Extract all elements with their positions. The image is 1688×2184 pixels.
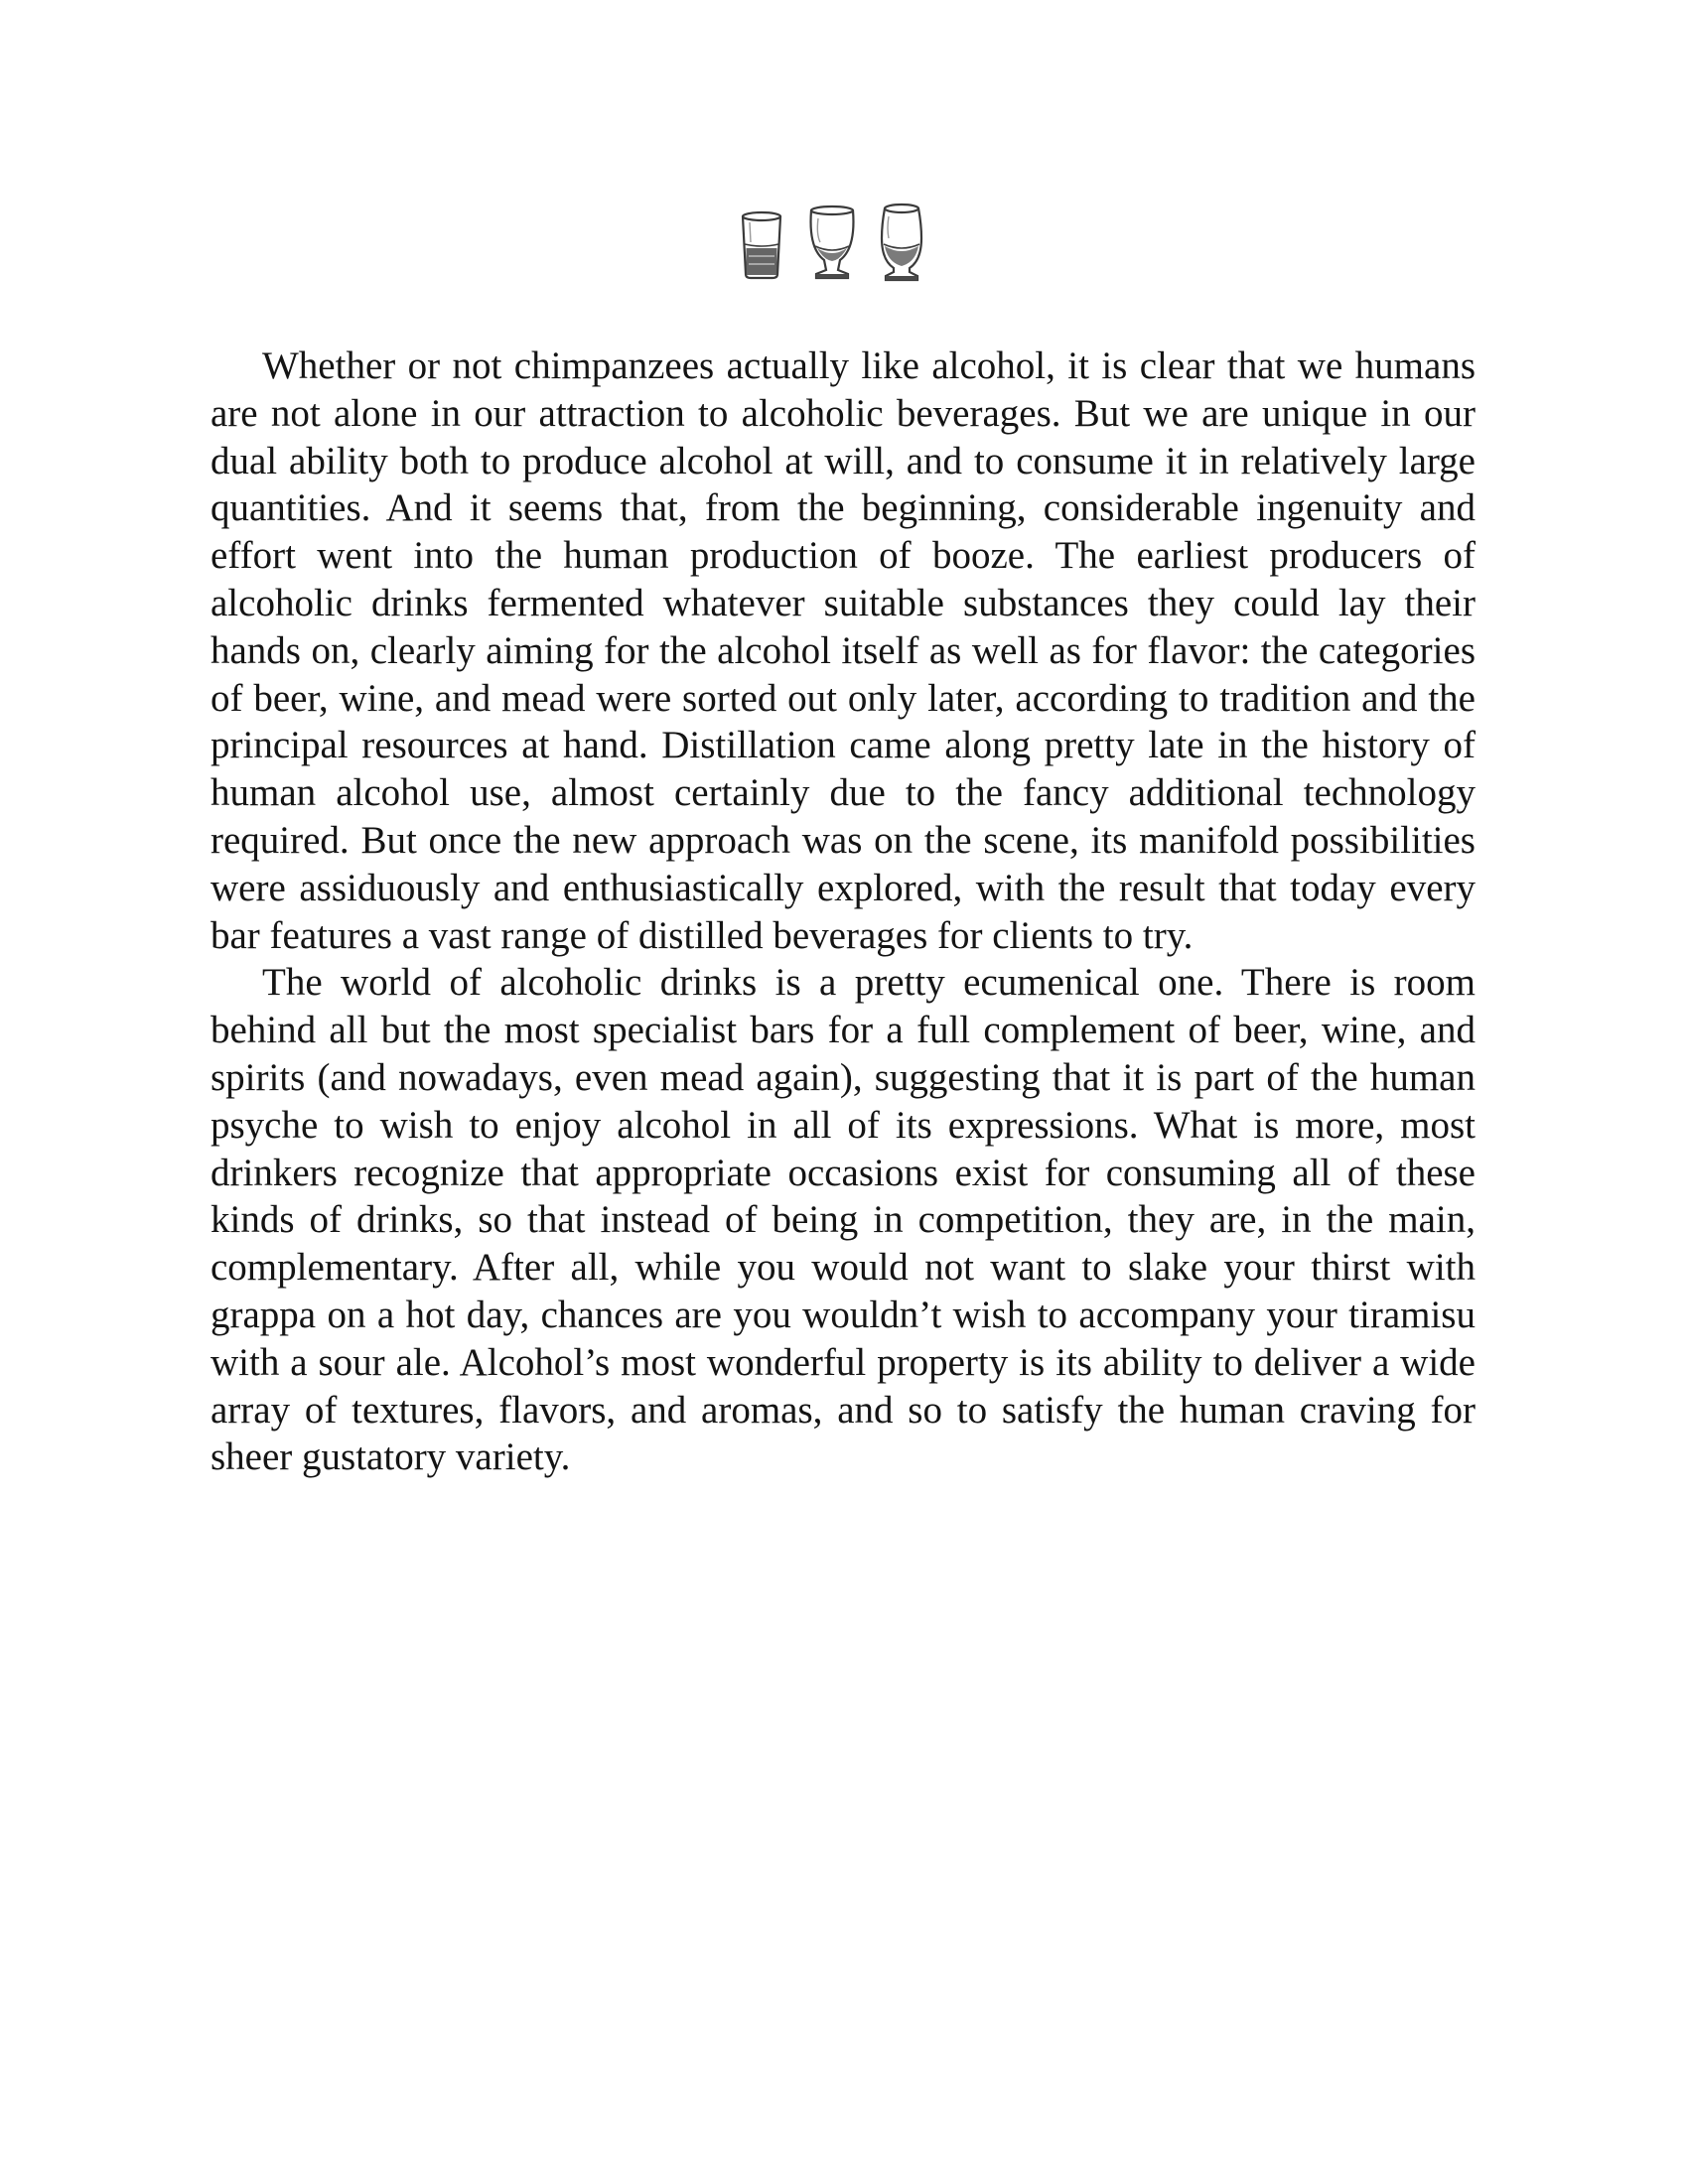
body-text bbox=[211, 342, 1476, 1481]
tulip-glass-icon bbox=[882, 205, 921, 280]
rocks-glass-icon bbox=[743, 212, 780, 278]
section-ornament bbox=[733, 199, 951, 288]
paragraph: Whether or not chimpanzees actually like alcohol, it is clear that we humans are not alone in our attraction to alcoholic beverages. But we are unique in our dual ability both to produce alcohol at will, and to consume it in relatively large quantities. And it seems that, from the beginning, considerable ingenuity and effort went into the human production of booze. The earliest producers of alcoholic drinks fermented whatever suitable substances they could lay their hands on, clearly aiming for the alcohol itself as well as for flavor: the categories of beer, wine, and mead were sorted out only later, according to tradition and the principal resources at hand. Distillation came along pretty late in the history of human alcohol use, almost certainly due to the fancy additional technology required. But once the new approach was on the scene, its manifold possibilities were assiduously and enthusiastically explored, with the result that today every bar features a vast range of distilled beverages for clients to try. bbox=[211, 344, 1476, 957]
snifter-glass-icon bbox=[811, 206, 854, 278]
paragraph: The world of alcoholic drinks is a pretty ecumenical one. There is room behind all but the most specialist bars for a full complement of beer, wine, and spirits (and nowadays, even mead again), suggesting that it is part of the human psyche to wish to enjoy alcohol in all of its expressions. What is more, most drinkers recognize that appropriate occasions exist for consuming all of these kinds of drinks, so that instead of being in competition, they are, in the main, complementary. After all, while you would not want to slake your thirst with grappa on a hot day, chances are you wouldn’t wish to accompany your tiramisu with a sour ale. Alcohol’s most wonderful property is its ability to deliver a wide array of textures, flavors, and aromas, and so to satisfy the human craving for sheer gustatory variety. bbox=[211, 961, 1476, 1479]
